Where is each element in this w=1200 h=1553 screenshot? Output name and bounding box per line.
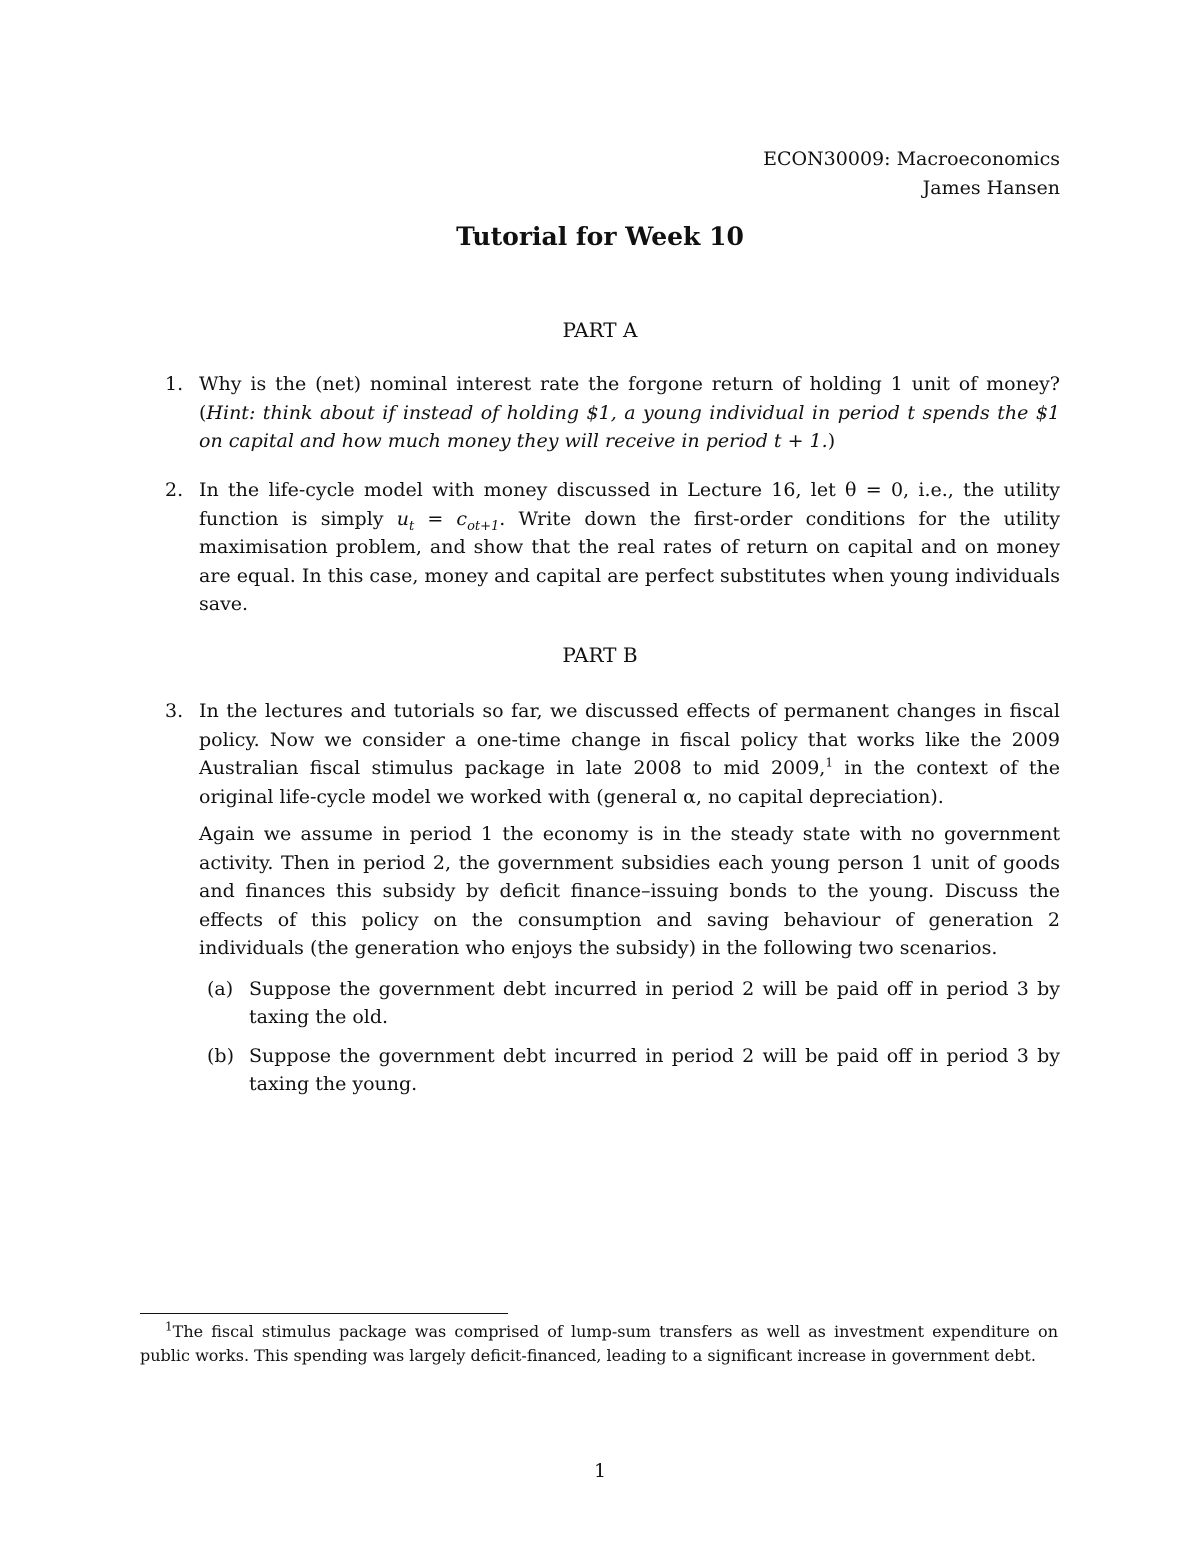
question-paragraph-1: In the lectures and tutorials so far, we discussed effects of permanent changes in fiscal policy. Now we consider a one-time change in fiscal policy that works like the 2009 Australian fiscal stimulus package in late 2008 to mid 2009,$^1$ in the context of the original life-cycle model we worked with (general α, no capital depreciation). xyxy=(199,700,1060,808)
question-number: 1. xyxy=(165,373,184,395)
sub-item-b xyxy=(199,1042,1060,1099)
question-2 xyxy=(165,476,1060,619)
footnote-rule xyxy=(140,1313,508,1314)
question-number: 2. xyxy=(165,479,184,501)
footnote-marker: 1 xyxy=(825,755,833,770)
sub-item-a xyxy=(199,975,1060,1032)
document-title: Tutorial for Week 10 xyxy=(456,222,744,251)
part-b-heading: PART B xyxy=(562,643,638,667)
question-1 xyxy=(165,370,1060,456)
question-paragraph-2: Again we assume in period 1 the economy is in the steady state with no government activity. Then in period 2, the government subsidies each young person 1 unit of goods and finances this subsidy by deficit finance–issuing bonds to the young. Discuss the effects of this policy on the consumption and saving behaviour of generation 2 individuals (the generation who enjoys the subsidy) in the following two scenarios. xyxy=(199,823,1060,959)
question-text: In the life-cycle model with money discussed in Lecture 16, let θ = 0, i.e., the utility function is simply $u_t = c_{ot+1}$. Write down the first-order conditions for the utility maximisation problem, and show that the real rates of return on capital and on money are equal. In this case, money and capital are perfect substitutes when young individuals save. xyxy=(199,479,1060,615)
footnote xyxy=(140,1320,1058,1367)
page-number: 1 xyxy=(593,1460,607,1482)
sub-item-label: (a) xyxy=(207,977,234,1000)
footnote-mark: 1 xyxy=(165,1319,173,1334)
math-utility: $u_t$ xyxy=(396,507,415,534)
course-name: ECON30009: Macroeconomics xyxy=(763,148,1060,170)
part-a-heading: PART A xyxy=(562,318,638,342)
page-header xyxy=(763,145,1060,203)
sub-item-text: Suppose the government debt incurred in period 2 will be paid off in period 3 by taxing the old. xyxy=(249,977,1060,1028)
footnote-text: The fiscal stimulus package was comprised of lump-sum transfers as well as investment expenditure on public works. This spending was largely deficit-financed, leading to a significant increase in government debt. xyxy=(140,1322,1058,1365)
author-name: James Hansen xyxy=(922,177,1060,199)
question-3 xyxy=(165,697,1060,1099)
question-number: 3. xyxy=(165,700,184,722)
math-consumption: $c_{ot+1}$ xyxy=(456,507,500,534)
sub-item-label: (b) xyxy=(207,1044,234,1067)
question-text: Why is the (net) nominal interest rate the forgone return of holding 1 unit of money? (Hint: think about if instead of holding $1, a young individual in period t spends the $1 on capital and how much money they will receive in period t + 1.) xyxy=(199,373,1060,452)
question-hint: Hint: think about if instead of holding $1, a young individual in period t spends the $1 on capital and how much money they will receive in period t + 1. xyxy=(199,401,1060,452)
sub-item-text: Suppose the government debt incurred in period 2 will be paid off in period 3 by taxing the young. xyxy=(249,1044,1060,1095)
